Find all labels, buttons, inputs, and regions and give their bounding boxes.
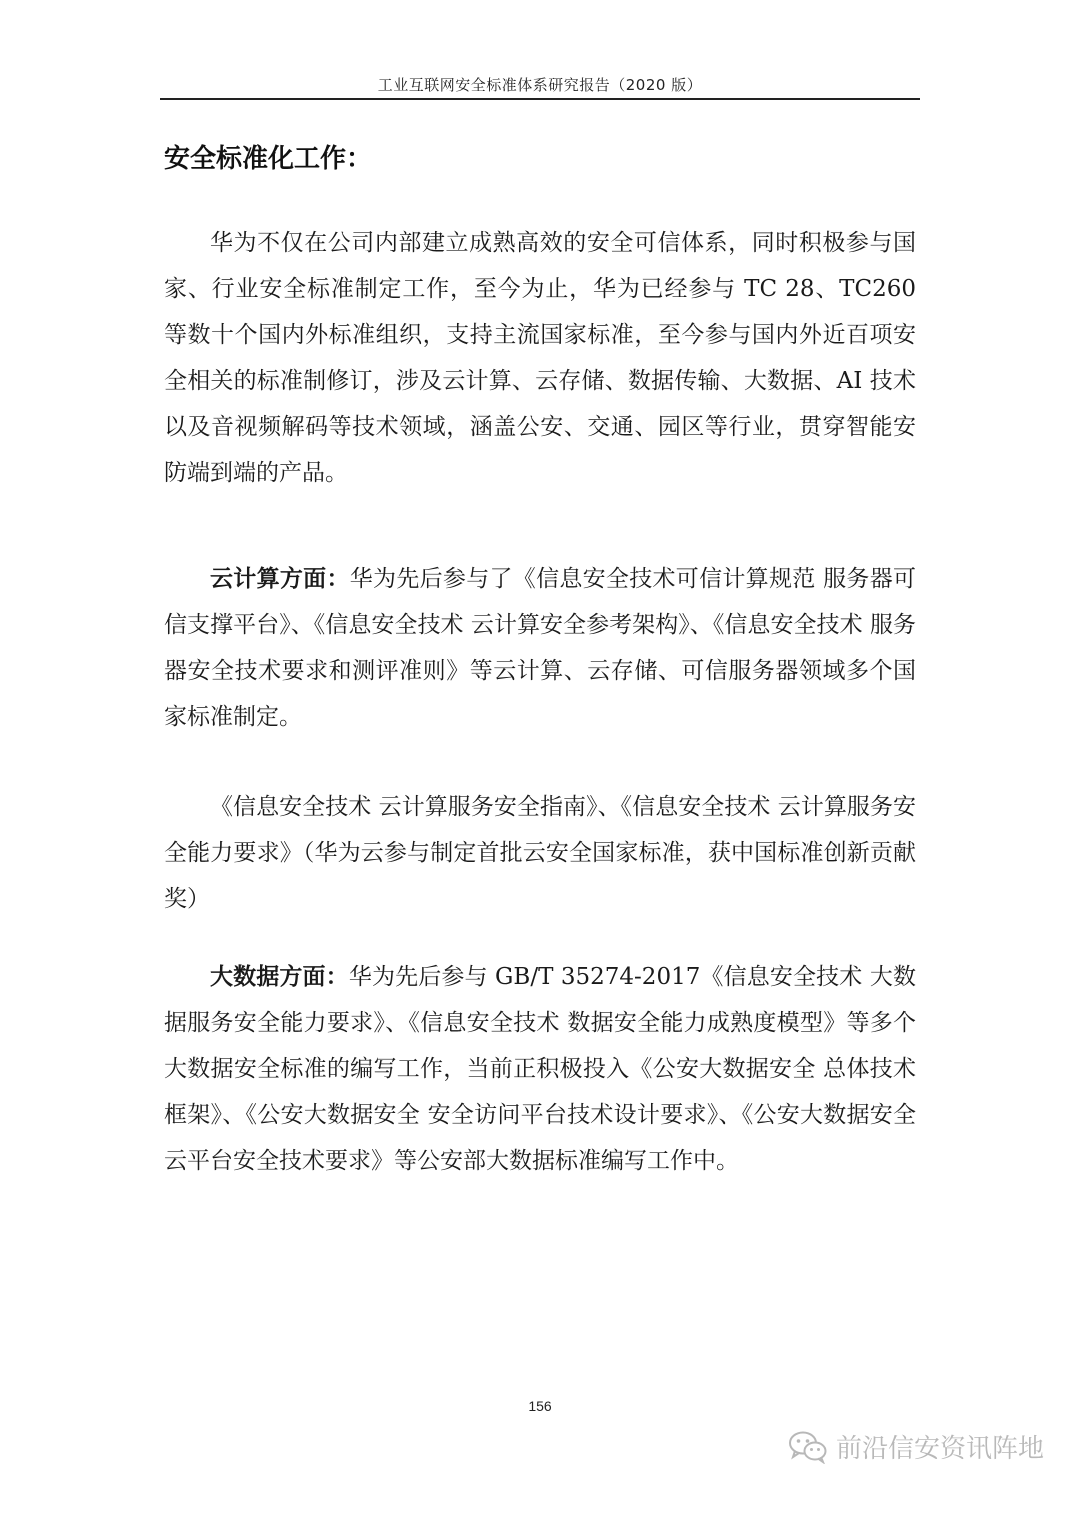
paragraph-big-data: [164, 954, 916, 1184]
watermark-text: 前沿信安资讯阵地: [835, 1434, 1044, 1464]
page-number: 156: [528, 1398, 552, 1414]
watermark: [788, 1428, 1044, 1465]
paragraph-cloud-computing: [164, 556, 916, 740]
wechat-icon: [788, 1430, 828, 1464]
paragraph-lead-big-data: 大数据方面：: [210, 964, 349, 990]
paragraph-lead-cloud: 云计算方面：: [210, 566, 350, 592]
paragraph-body-cloud: 华为先后参与了《信息安全技术可信计算规范 服务器可信支撑平台》、《信息安全技术 云计算安全参考架构》、《信息安全技术 服务器安全技术要求和测评准则》等云计算、云存储、可信服务器领域多个国家标准制定。: [164, 566, 917, 730]
paragraph-cloud-standards: 《信息安全技术 云计算服务安全指南》、《信息安全技术 云计算服务安全能力要求》（华为云参与制定首批云安全国家标准，获中国标准创新贡献奖）: [164, 794, 916, 912]
section-title: 安全标准化工作：: [164, 144, 373, 174]
running-header: 工业互联网安全标准体系研究报告（2020 版）: [377, 76, 703, 94]
paragraph-body-big-data: 华为先后参与 GB/T 35274-2017《信息安全技术 大数据服务安全能力要求》、《信息安全技术 数据安全能力成熟度模型》等多个大数据安全标准的编写工作，当前正积极投入《公安大数据安全 总体技术框架》、《公安大数据安全 安全访问平台技术设计要求》、《公安大数据安全 云平台安全技术要求》等公安部大数据标准编写工作中。: [164, 964, 916, 1174]
paragraph-overview: 华为不仅在公司内部建立成熟高效的安全可信体系，同时积极参与国家、行业安全标准制定工作，至今为止，华为已经参与 TC 28、TC260 等数十个国内外标准组织，支持主流国家标准，至今参与国内外近百项安全相关的标准制修订，涉及云计算、云存储、数据传输、大数据、AI 技术以及音视频解码等技术领域，涵盖公安、交通、园区等行业，贯穿智能安防端到端的产品。: [164, 230, 916, 486]
header-divider: [160, 98, 920, 100]
